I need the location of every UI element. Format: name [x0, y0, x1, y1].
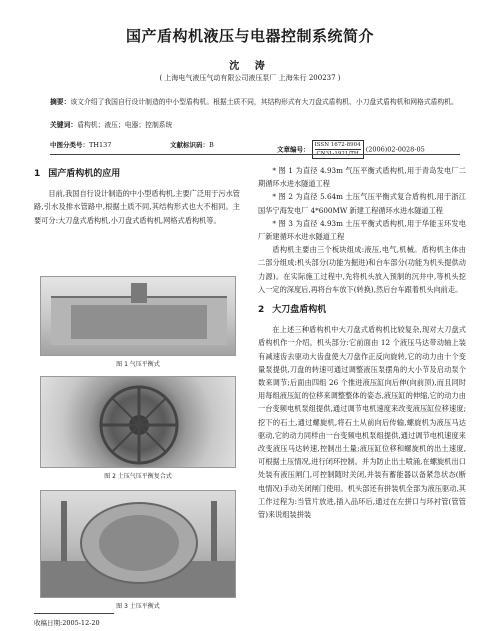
footnote-divider — [34, 613, 114, 614]
tunnel-shield-illustration — [41, 491, 236, 598]
figure-1 — [40, 276, 236, 368]
clc-number: 中图分类号：TH137 — [50, 141, 112, 149]
issn-box: ISSN 1672-8904 CN31-1921/TH — [312, 140, 364, 159]
abstract — [50, 97, 460, 108]
figure-3-caption: 图 3 土压平衡式 — [116, 603, 160, 610]
section-2-text: 在上述三种盾构机中大刀盘式盾构机比较复杂,现对大刀盘式盾构机作一介绍。机头部分:它前面由 12 个液压马达带动轴上装有减速齿去驱动大齿盘使大刀盘作正反向旋转,它的动力由十个变量泵提供,刀盘的转速可通过调整液压泵摆角的大小节及启动泵个数来调节;后面由四组 26 个推进液压缸向后伸(向前顶),而且同时用每组液压缸的位移来调整整体的姿态,液压缸的伸缩,它的动力由一台变频电机泵组提供,通过调节电机速度来改变液压缸位移速度;挖下的石土,通过螺旋机,将石土从前向后传输,螺旋机为液压马达驱动,它的动力同样由一台变频电机泵组提供,通过调节电机速度来改变液压马达转速,控制出土量;液压缸位移和螺旋机的出土速度,可根据土压情况,进行闭环控制。并为防止出土喷涌,在螺旋机出口处装有液压闸门,可控制随时关闭,并装有蓄能器以备紧急状态(断电情况)手动关闭闸门使用。机头部还有拼装机全部为液压驱动,其工作过程为:当管片放进,插入品环后,通过在左拼口与环衬管(管管管)来说组装拼装 — [258, 325, 466, 520]
project-item-3: * 图 3 为直径 4.93m 土压平衡式盾构机,用于华能玉环发电厂新建循环水进水隧道工程 — [258, 218, 466, 242]
project-item-1: * 图 1 为直径 4.93m 气压平衡式盾构机,用于青岛发电厂二期循环水进水隧道工程 — [258, 166, 466, 189]
section-heading-1: 1 国产盾构机的应用 — [34, 169, 121, 179]
keywords-label: 关键词： — [50, 121, 78, 129]
machine-structure-text: 盾构机主要由三个板块组成:液压,电气,机械。盾构机主体由二部分组成:机头部分(功能为掘进)和台车部分(功能为机头提供动力源)。在实际施工过程中,先将机头放入预制的沉井中,等机头挖入一定的深度后,再将台车放下(转换),然后台车跟着机头向前走。 — [258, 245, 466, 294]
header-divider — [50, 154, 460, 155]
keywords — [50, 120, 460, 131]
figure-3-image — [40, 490, 236, 598]
shield-machine-illustration — [41, 277, 236, 356]
section-heading-2: 2 大刀盘盾构机 — [258, 305, 327, 316]
figure-1-caption: 图 1 气压平衡式 — [116, 361, 160, 368]
project-item-2: * 图 2 为直径 5.64m 土压气压平衡式复合盾构机,用于浙江国华宁海发电厂 4*600MW 新建工程循环水进水隧道工程 — [258, 192, 466, 215]
figure-3 — [40, 490, 236, 610]
author-name: 沈 涛 — [229, 61, 271, 72]
right-column — [258, 164, 466, 521]
figure-2-caption: 图 2 土压气压平衡复合式 — [104, 473, 172, 480]
received-date: 收稿日期:2005-12-20 — [34, 619, 100, 627]
paper-title: 国产盾构机液压与电器控制系统简介 — [125, 27, 374, 45]
keywords-text: 盾构机；液压；电器；控制系统 — [77, 121, 173, 129]
left-column — [34, 168, 240, 227]
abstract-label: 摘要： — [50, 98, 71, 106]
figure-1-image — [40, 276, 236, 356]
section-1-text: 目前,我国自行设计制造的中小型盾构机,主要广泛用于污水管路,引水及排水管路中,根据土质不同,其结构形式也大不相同。主要可分:大刀盘式盾构机,小刀盘式盾构机,网格式盾构机等。 — [34, 189, 240, 225]
abstract-text: 该文介绍了我国自行设计制造的中小型盾构机。根据土质不同，其结构形式有大刀盘式盾构机、小刀盘式盾构机和网格式盾构机。 — [70, 98, 458, 106]
article-number: 文章编号： ISSN 1672-8904 CN31-1921/TH (2006)02-0028-05 — [277, 142, 425, 157]
document-code: 文献标识码：B — [170, 141, 214, 149]
author-affiliation: ( 上海电气液压气动有限公司液压泵厂 上海朱行 200237 ) — [159, 74, 341, 82]
figure-2 — [40, 376, 236, 480]
cutter-head-illustration — [41, 377, 236, 468]
figure-2-image — [40, 376, 236, 468]
